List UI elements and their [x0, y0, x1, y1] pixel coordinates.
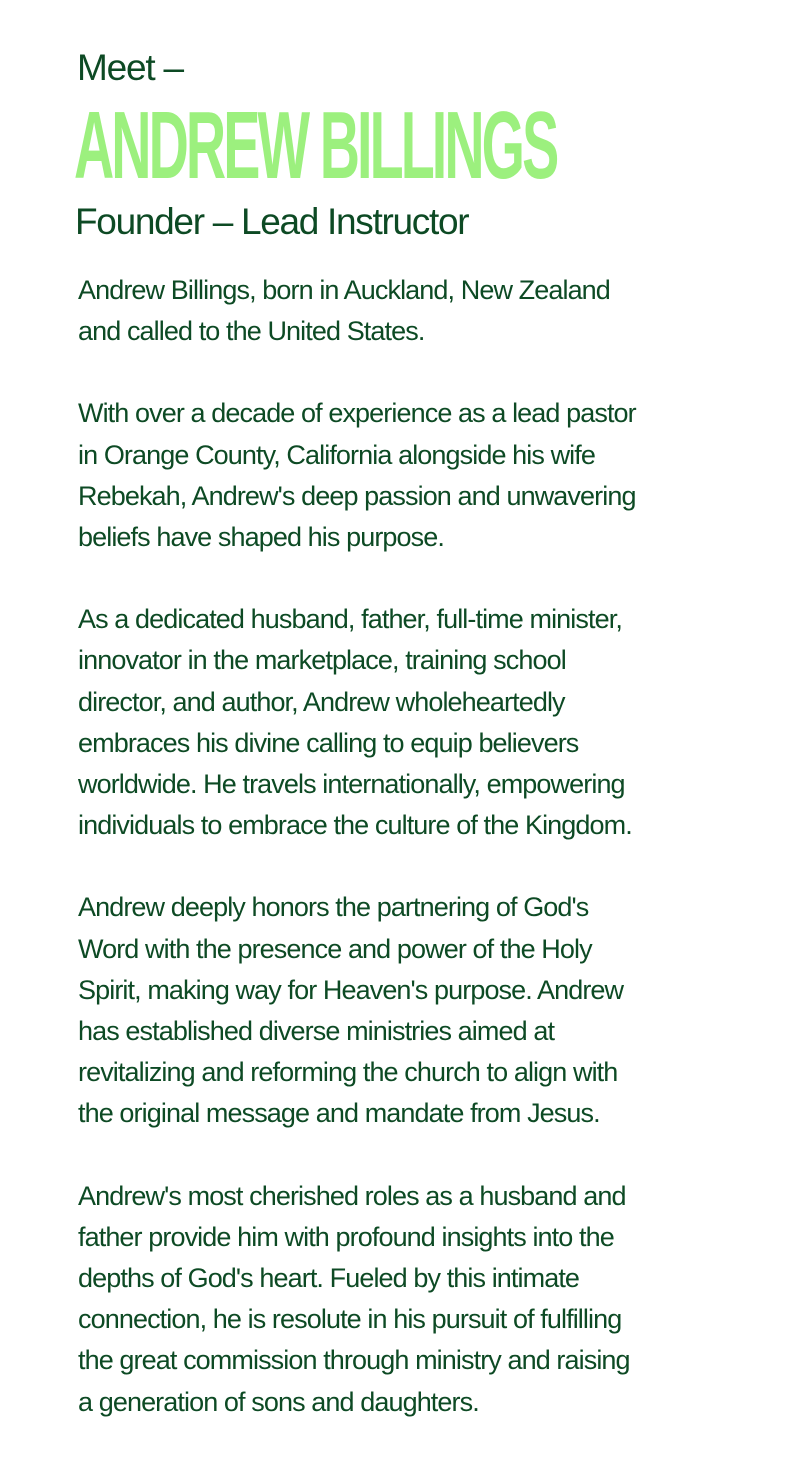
bio-paragraph: [78, 599, 738, 846]
bio-line: connection, he is resolute in his pursuit of fulfilling: [78, 1304, 622, 1335]
bio-line: has established diverse ministries aimed at: [78, 1016, 555, 1047]
bio-line: Spirit, making way for Heaven's purpose. Andrew: [78, 974, 624, 1005]
bio-line: depths of God's heart. Fueled by this intimate: [78, 1263, 580, 1294]
bio-line: With over a decade of experience as a lead pastor: [78, 398, 636, 429]
meet-eyebrow: Meet –: [77, 47, 183, 88]
bio-line: the great commission through ministry and raising: [78, 1345, 630, 1376]
bio-body: [78, 270, 738, 1464]
bio-line: beliefs have shaped his purpose.: [78, 522, 444, 553]
bio-line: worldwide. He travels internationally, empowering: [78, 769, 625, 800]
bio-line: innovator in the marketplace, training school: [78, 645, 566, 676]
bio-line: Word with the presence and power of the Holy: [78, 933, 592, 964]
bio-line: director, and author, Andrew wholeheartedly: [78, 686, 565, 717]
bio-paragraph: [78, 1176, 738, 1423]
bio-line: Andrew's most cherished roles as a husband and: [78, 1180, 626, 1211]
bio-line: individuals to embrace the culture of the Kingdom.: [78, 810, 632, 841]
bio-line: in Orange County, California alongside his wife: [78, 439, 596, 470]
founder-name-heading: ANDREW BILLINGS: [74, 92, 557, 199]
bio-line: embraces his divine calling to equip believers: [78, 727, 579, 758]
bio-line: Rebekah, Andrew's deep passion and unwavering: [78, 480, 636, 511]
bio-paragraph: [78, 270, 738, 352]
bio-line: a generation of sons and daughters.: [78, 1386, 479, 1417]
bio-line: revitalizing and reforming the church to align with: [78, 1057, 618, 1088]
bio-paragraph: [78, 887, 738, 1134]
founder-role-subtitle: Founder – Lead Instructor: [75, 201, 469, 242]
bio-line: Andrew deeply honors the partnering of God's: [78, 892, 589, 923]
bio-line: and called to the United States.: [78, 316, 425, 347]
bio-line: As a dedicated husband, father, full-time minister,: [78, 604, 622, 635]
bio-line: father provide him with profound insights into the: [78, 1221, 614, 1252]
bio-paragraph: [78, 393, 738, 558]
bio-line: Andrew Billings, born in Auckland, New Zealand: [78, 275, 610, 305]
bio-line: the original message and mandate from Jesus.: [78, 1098, 600, 1129]
